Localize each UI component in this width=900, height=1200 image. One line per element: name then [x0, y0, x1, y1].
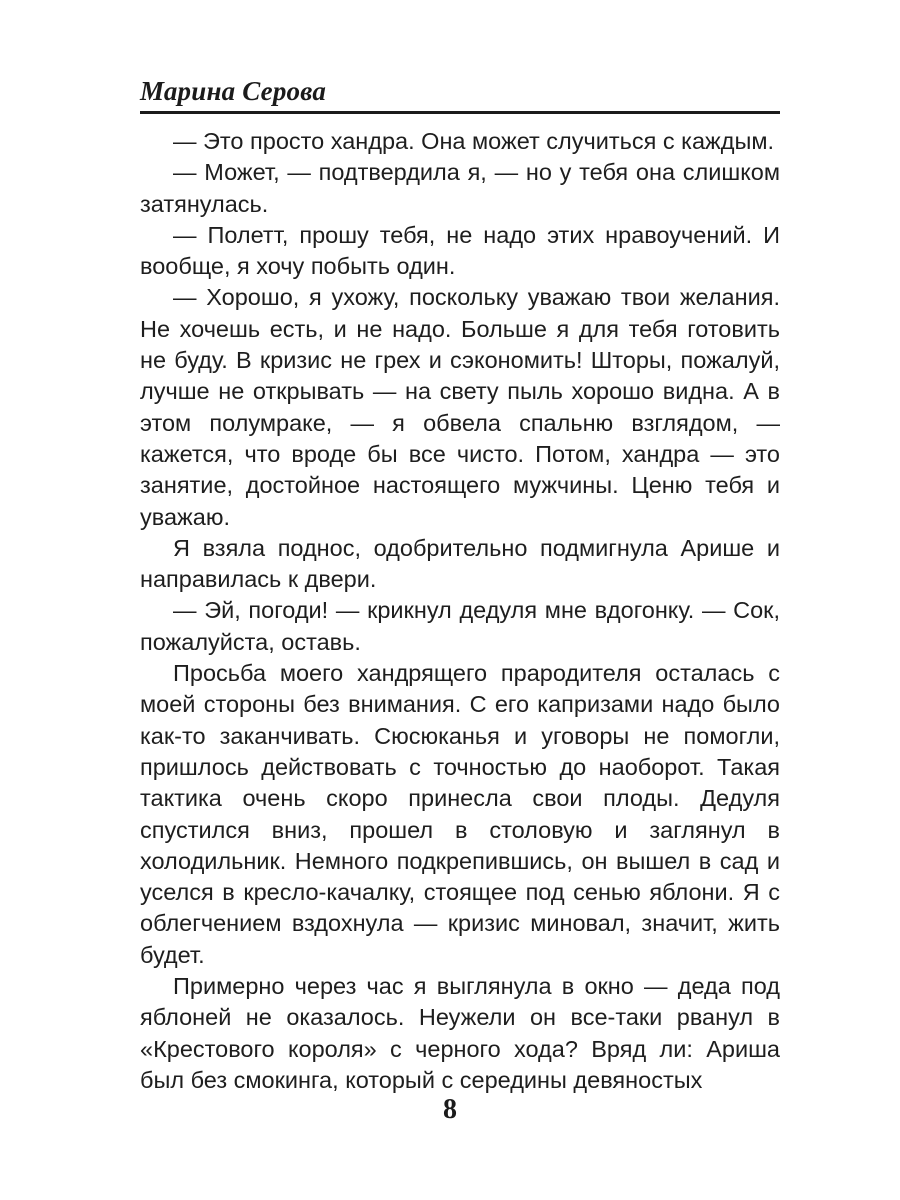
paragraph: — Хорошо, я ухожу, поскольку уважаю твои желания. Не хочешь есть, и не надо. Больше я для тебя готовить не буду. В кризис не грех и сэкономить! Шторы, пожалуй, лучше не открывать — на свету пыль хорошо видна. А в этом полумраке, — я обвела спальню взглядом, — кажется, что вроде бы все чисто. Потом, хандра — это занятие, достойное настоящего мужчины. Ценю тебя и уважаю. — [140, 284, 780, 530]
paragraph: Примерно через час я выглянула в окно — деда под яблоней не оказалось. Неужели он все-таки рванул в «Крестового короля» с черного хода? Вряд ли: Ариша был без смокинга, который с середины девяностых — [140, 973, 780, 1093]
paragraph: Просьба моего хандрящего прародителя осталась с моей стороны без внимания. С его капризами надо было как-то заканчивать. Сюсюканья и уговоры не помогли, пришлось действовать с точностью до наоборот. Такая тактика очень скоро принесла свои плоды. Дедуля спустился вниз, прошел в столовую и заглянул в холодильник. Немного подкрепившись, он вышел в сад и уселся в кресло-качалку, стоящее под сенью яблони. Я с облегчением вздохнула — кризис миновал, значит, жить будет. — [140, 660, 780, 968]
page-number: 8 — [443, 1094, 457, 1125]
body-text — [140, 126, 780, 1096]
paragraph: — Может, — подтвердила я, — но у тебя она слишком затянулась. — [140, 159, 780, 217]
paragraph: Я взяла поднос, одобрительно подмигнула Арише и направилась к двери. — [140, 534, 780, 593]
paragraph: — Полетт, прошу тебя, не надо этих нравоучений. И вообще, я хочу побыть один. — [140, 221, 780, 280]
header-rule — [140, 111, 780, 114]
paragraph: — Это просто хандра. Она может случиться с каждым. — [173, 128, 775, 154]
running-head-author: Марина Серова — [140, 76, 327, 106]
paragraph: — Эй, погоди! — крикнул дедуля мне вдогонку. — Сок, пожалуйста, оставь. — [140, 597, 780, 655]
